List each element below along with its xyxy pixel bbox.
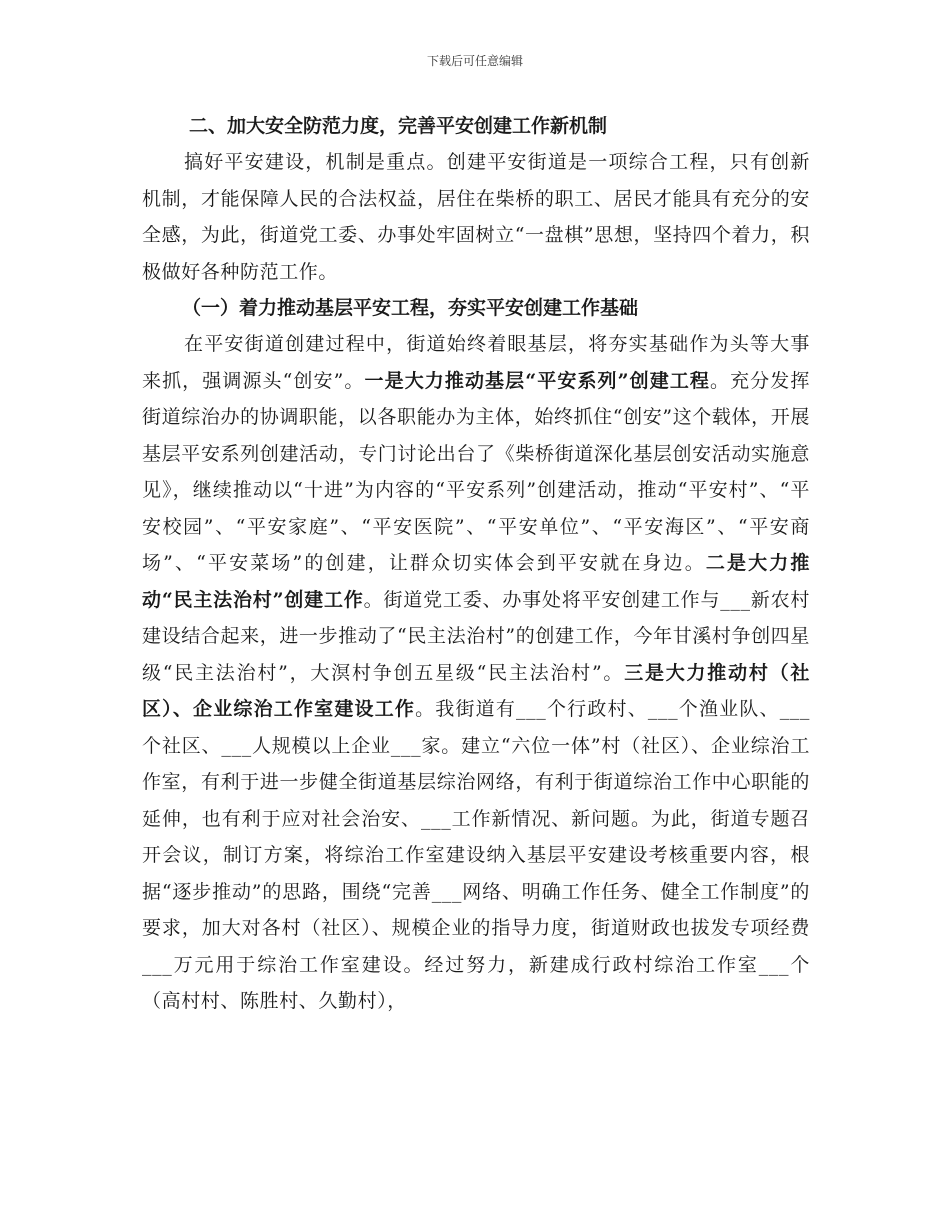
- section-heading: 二、加大安全防范力度，完善平安创建工作新机制: [189, 115, 608, 137]
- page-header-note: 下载后可任意编辑: [426, 54, 523, 68]
- document-body: [142, 108, 810, 1020]
- body-text-4: 。我街道有___个行政村、___个渔业队、___个社区、___人规模以上企业___家。建立“六位一体”村（社区）、企业综治工作室，有利于进一步健全街道基层综治网络，有利于街道综治工作中心职能的延伸，也有利于应对社会治安、___工作新情况、新问题。为此，街道专题召开会议，制订方案，将综治工作室建设纳入基层平安建设考核重要内容，根据“逐步推动”的思路，围绕“完善___网络、明确工作任务、健全工作制度”的要求，加大对各村（社区）、规模企业的指导力度，街道财政也拔发专项经费___万元用于综治工作室建设。经过努力，新建成行政村综治工作室___个（高村村、陈胜村、久勤村），: [142, 698, 810, 1012]
- bold-point-2: 二是大力推动“民主法治村”创建工作: [142, 552, 810, 611]
- section-intro-paragraph: 搞好平安建设，机制是重点。创建平安街道是一项综合工程，只有创新机制，才能保障人民的合法权益，居住在柴桥的职工、居民才能具有充分的安全感，为此，街道党工委、办事处牢固树立“一盘棋”思想，坚持四个着力，积极做好各种防范工作。: [142, 151, 810, 283]
- subsection-body-paragraph: [142, 326, 810, 1020]
- bold-point-1: 一是大力推动基层“平安系列”创建工程: [364, 369, 710, 392]
- body-text-3: 。街道党工委、办事处将平安创建工作与___新农村建设结合起来，进一步推动了“民主法治村”的创建工作，今年甘溪村争创四星级“民主法治村”，大溟村争创五星级“民主法治村”。: [142, 588, 811, 684]
- body-text-2: 。充分发挥街道综治办的协调职能，以各职能办为主体，始终抓住“创安”这个载体，开展基层平安系列创建活动，专门讨论出台了《柴桥街道深化基层创安活动实施意见》，继续推动以“十进”为内容的“平安系列”创建活动，推动“平安村”、“平安校园”、“平安家庭”、“平安医院”、“平安单位”、“平安海区”、“平安商场”、“平安菜场”的创建，让群众切实体会到平安就在身边。: [142, 369, 810, 574]
- subsection-heading: （一）着力推动基层平安工程，夯实平安创建工作基础: [182, 297, 639, 319]
- bold-point-3: 三是大力推动村（社区）、企业综治工作室建设工作: [142, 661, 810, 720]
- body-text-1: 在平安街道创建过程中，街道始终着眼基层，将夯实基础作为头等大事来抓，强调源头“创安”。: [142, 333, 810, 392]
